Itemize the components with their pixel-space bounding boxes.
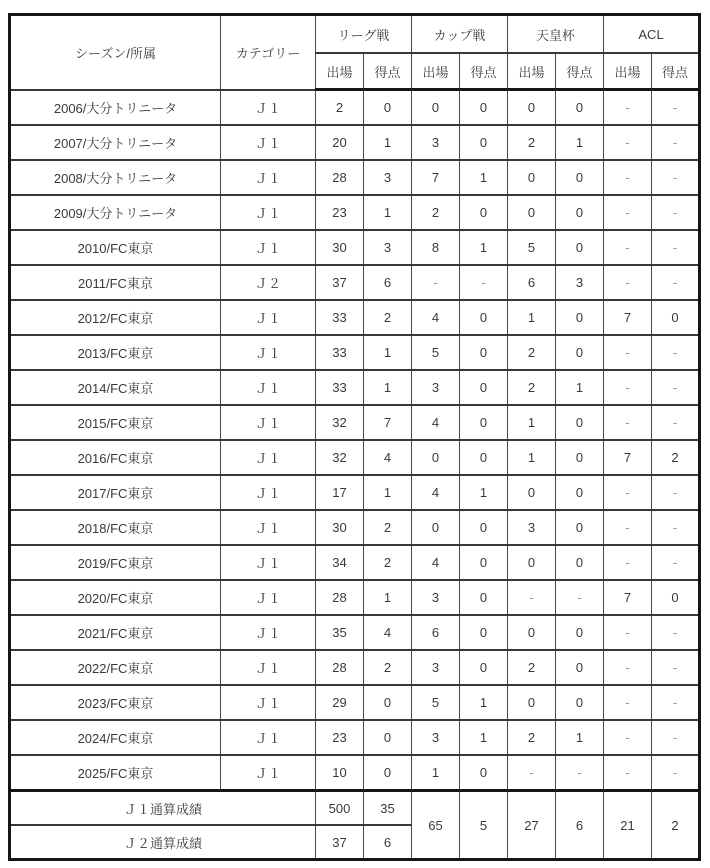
season-club-cell: 2019/FC東京 xyxy=(10,545,221,580)
stat-cell: 0 xyxy=(460,440,508,475)
stat-cell: 0 xyxy=(460,195,508,230)
stat-cell: 1 xyxy=(460,160,508,195)
stat-cell: 7 xyxy=(604,300,652,335)
stat-cell: 20 xyxy=(316,125,364,160)
stat-cell: 4 xyxy=(412,475,460,510)
stat-cell: 2 xyxy=(508,335,556,370)
stat-cell: 0 xyxy=(652,580,700,615)
season-club-cell: 2013/FC東京 xyxy=(10,335,221,370)
stat-cell: 2 xyxy=(508,650,556,685)
stat-cell: 0 xyxy=(508,90,556,126)
stat-cell: 0 xyxy=(556,440,604,475)
category-cell: Ｊ１ xyxy=(221,720,316,755)
stat-cell: 3 xyxy=(364,230,412,265)
stat-cell: 1 xyxy=(364,370,412,405)
stat-cell: 7 xyxy=(604,580,652,615)
stat-cell: 2 xyxy=(364,545,412,580)
season-club-cell: 2014/FC東京 xyxy=(10,370,221,405)
stat-cell: - xyxy=(652,335,700,370)
stat-cell: 32 xyxy=(316,405,364,440)
stat-cell: 3 xyxy=(508,510,556,545)
stat-cell: 33 xyxy=(316,300,364,335)
table-row xyxy=(10,125,700,160)
stat-cell: - xyxy=(604,125,652,160)
category-cell: Ｊ１ xyxy=(221,160,316,195)
stat-cell: 1 xyxy=(460,685,508,720)
stat-cell: 17 xyxy=(316,475,364,510)
totals-j2-league-goals: 6 xyxy=(364,825,412,860)
stat-cell: 2 xyxy=(508,720,556,755)
stat-cell: 6 xyxy=(364,265,412,300)
stat-cell: - xyxy=(652,755,700,791)
stat-cell: - xyxy=(460,265,508,300)
season-club-cell: 2011/FC東京 xyxy=(10,265,221,300)
stat-cell: - xyxy=(604,265,652,300)
career-stats-table xyxy=(8,13,701,861)
header-cup-goals: 得点 xyxy=(460,53,508,90)
category-cell: Ｊ１ xyxy=(221,405,316,440)
stat-cell: 0 xyxy=(556,615,604,650)
stat-cell: 1 xyxy=(460,230,508,265)
stat-cell: 35 xyxy=(316,615,364,650)
stat-cell: 1 xyxy=(508,405,556,440)
stat-cell: 0 xyxy=(556,650,604,685)
stat-cell: 0 xyxy=(652,300,700,335)
table-row xyxy=(10,265,700,300)
stat-cell: 1 xyxy=(364,125,412,160)
stat-cell: - xyxy=(652,475,700,510)
stat-cell: 0 xyxy=(460,545,508,580)
stat-cell: 0 xyxy=(556,300,604,335)
stat-cell: 1 xyxy=(364,580,412,615)
stat-cell: 0 xyxy=(508,160,556,195)
stat-cell: 2 xyxy=(364,510,412,545)
stat-cell: - xyxy=(652,405,700,440)
stat-cell: 0 xyxy=(364,90,412,126)
stat-cell: - xyxy=(556,755,604,791)
stat-cell: - xyxy=(604,755,652,791)
category-cell: Ｊ１ xyxy=(221,230,316,265)
stat-cell: 0 xyxy=(460,510,508,545)
stat-cell: - xyxy=(652,615,700,650)
category-cell: Ｊ１ xyxy=(221,580,316,615)
totals-emperor-apps: 27 xyxy=(508,791,556,860)
stat-cell: 0 xyxy=(460,650,508,685)
stat-cell: 3 xyxy=(412,580,460,615)
stat-cell: 0 xyxy=(556,160,604,195)
table-row xyxy=(10,580,700,615)
stat-cell: 23 xyxy=(316,195,364,230)
stat-cell: 2 xyxy=(412,195,460,230)
stat-cell: 3 xyxy=(412,650,460,685)
category-cell: Ｊ１ xyxy=(221,615,316,650)
stat-cell: - xyxy=(652,230,700,265)
stat-cell: 28 xyxy=(316,160,364,195)
stat-cell: 2 xyxy=(364,650,412,685)
stat-cell: 1 xyxy=(364,475,412,510)
category-cell: Ｊ１ xyxy=(221,90,316,126)
header-group-cup: カップ戦 xyxy=(412,15,508,54)
stat-cell: - xyxy=(604,650,652,685)
stat-cell: - xyxy=(652,90,700,126)
category-cell: Ｊ１ xyxy=(221,440,316,475)
stat-cell: 0 xyxy=(556,405,604,440)
season-club-cell: 2025/FC東京 xyxy=(10,755,221,791)
header-acl-goals: 得点 xyxy=(652,53,700,90)
stat-cell: 0 xyxy=(556,685,604,720)
stat-cell: 6 xyxy=(412,615,460,650)
stat-cell: 1 xyxy=(364,335,412,370)
stat-cell: 10 xyxy=(316,755,364,791)
category-cell: Ｊ１ xyxy=(221,685,316,720)
stat-cell: 1 xyxy=(556,370,604,405)
stat-cell: 4 xyxy=(412,300,460,335)
stat-cell: 1 xyxy=(460,475,508,510)
stat-cell: 0 xyxy=(556,545,604,580)
stat-cell: 0 xyxy=(556,195,604,230)
header-cup-apps: 出場 xyxy=(412,53,460,90)
stat-cell: 4 xyxy=(364,615,412,650)
category-cell: Ｊ１ xyxy=(221,755,316,791)
table-row xyxy=(10,230,700,265)
stat-cell: 33 xyxy=(316,370,364,405)
stat-cell: 1 xyxy=(460,720,508,755)
header-emperor-apps: 出場 xyxy=(508,53,556,90)
table-row xyxy=(10,510,700,545)
season-club-cell: 2007/大分トリニータ xyxy=(10,125,221,160)
category-cell: Ｊ１ xyxy=(221,510,316,545)
stat-cell: 0 xyxy=(508,545,556,580)
stat-cell: - xyxy=(604,685,652,720)
stat-cell: 0 xyxy=(556,335,604,370)
stat-cell: 23 xyxy=(316,720,364,755)
season-club-cell: 2022/FC東京 xyxy=(10,650,221,685)
header-league-goals: 得点 xyxy=(364,53,412,90)
stat-cell: 0 xyxy=(364,755,412,791)
stat-cell: - xyxy=(652,510,700,545)
season-club-cell: 2008/大分トリニータ xyxy=(10,160,221,195)
stat-cell: 33 xyxy=(316,335,364,370)
category-cell: Ｊ１ xyxy=(221,300,316,335)
table-row xyxy=(10,720,700,755)
stat-cell: 0 xyxy=(460,335,508,370)
season-club-cell: 2010/FC東京 xyxy=(10,230,221,265)
season-club-cell: 2021/FC東京 xyxy=(10,615,221,650)
stat-cell: 0 xyxy=(460,615,508,650)
stat-cell: 28 xyxy=(316,580,364,615)
stat-cell: - xyxy=(604,545,652,580)
totals-acl-goals: 2 xyxy=(652,791,700,860)
stat-cell: - xyxy=(556,580,604,615)
table-row xyxy=(10,405,700,440)
category-cell: Ｊ２ xyxy=(221,265,316,300)
stat-cell: 7 xyxy=(604,440,652,475)
stat-cell: 3 xyxy=(364,160,412,195)
stat-cell: - xyxy=(604,160,652,195)
stat-cell: 5 xyxy=(412,685,460,720)
table-row xyxy=(10,160,700,195)
table-row xyxy=(10,195,700,230)
stat-cell: - xyxy=(604,405,652,440)
stat-cell: 30 xyxy=(316,510,364,545)
header-acl-apps: 出場 xyxy=(604,53,652,90)
stat-cell: 0 xyxy=(508,475,556,510)
stat-cell: 0 xyxy=(460,755,508,791)
totals-j2-league-apps: 37 xyxy=(316,825,364,860)
stat-cell: - xyxy=(604,230,652,265)
category-cell: Ｊ１ xyxy=(221,545,316,580)
stat-cell: 8 xyxy=(412,230,460,265)
header-group-acl: ACL xyxy=(604,15,700,54)
table-body xyxy=(10,90,700,791)
stat-cell: - xyxy=(604,720,652,755)
stat-cell: 37 xyxy=(316,265,364,300)
stat-cell: 0 xyxy=(508,615,556,650)
stat-cell: 0 xyxy=(412,90,460,126)
stat-cell: 0 xyxy=(556,230,604,265)
header-season-club: シーズン/所属 xyxy=(10,15,221,90)
totals-emperor-goals: 6 xyxy=(556,791,604,860)
stat-cell: 2 xyxy=(508,125,556,160)
category-cell: Ｊ１ xyxy=(221,475,316,510)
stat-cell: 0 xyxy=(364,685,412,720)
table-row xyxy=(10,90,700,126)
table-row xyxy=(10,650,700,685)
stat-cell: 2 xyxy=(508,370,556,405)
stat-cell: 0 xyxy=(460,300,508,335)
stat-cell: 1 xyxy=(556,125,604,160)
stat-cell: - xyxy=(604,370,652,405)
table-row xyxy=(10,440,700,475)
stat-cell: - xyxy=(652,545,700,580)
stat-cell: - xyxy=(604,335,652,370)
season-club-cell: 2018/FC東京 xyxy=(10,510,221,545)
stat-cell: - xyxy=(652,160,700,195)
header-group-league: リーグ戦 xyxy=(316,15,412,54)
category-cell: Ｊ１ xyxy=(221,195,316,230)
header-category: カテゴリー xyxy=(221,15,316,90)
stat-cell: 0 xyxy=(556,510,604,545)
totals-cup-goals: 5 xyxy=(460,791,508,860)
stat-cell: 30 xyxy=(316,230,364,265)
totals-section xyxy=(10,791,700,860)
table-row xyxy=(10,370,700,405)
table-header xyxy=(10,15,700,90)
stat-cell: - xyxy=(412,265,460,300)
stat-cell: 0 xyxy=(556,475,604,510)
stat-cell: 1 xyxy=(412,755,460,791)
stat-cell: 0 xyxy=(460,370,508,405)
season-club-cell: 2015/FC東京 xyxy=(10,405,221,440)
stat-cell: 2 xyxy=(364,300,412,335)
totals-label-j2: Ｊ２通算成績 xyxy=(10,825,316,860)
category-cell: Ｊ１ xyxy=(221,125,316,160)
stat-cell: - xyxy=(508,755,556,791)
table-row xyxy=(10,335,700,370)
stat-cell: - xyxy=(652,650,700,685)
stat-cell: 34 xyxy=(316,545,364,580)
season-club-cell: 2016/FC東京 xyxy=(10,440,221,475)
stat-cell: 0 xyxy=(364,720,412,755)
stat-cell: 0 xyxy=(460,405,508,440)
stat-cell: 4 xyxy=(412,545,460,580)
stat-cell: 0 xyxy=(412,510,460,545)
totals-label-j1: Ｊ１通算成績 xyxy=(10,791,316,826)
stat-cell: 29 xyxy=(316,685,364,720)
stat-cell: - xyxy=(604,195,652,230)
stat-cell: 3 xyxy=(412,720,460,755)
season-club-cell: 2012/FC東京 xyxy=(10,300,221,335)
stat-cell: - xyxy=(604,475,652,510)
stat-cell: 2 xyxy=(316,90,364,126)
header-league-apps: 出場 xyxy=(316,53,364,90)
season-club-cell: 2023/FC東京 xyxy=(10,685,221,720)
totals-j1-league-apps: 500 xyxy=(316,791,364,826)
table-row xyxy=(10,475,700,510)
stat-cell: 0 xyxy=(460,90,508,126)
stat-cell: 1 xyxy=(508,300,556,335)
stat-cell: 3 xyxy=(412,370,460,405)
stat-cell: 0 xyxy=(508,195,556,230)
category-cell: Ｊ１ xyxy=(221,650,316,685)
stat-cell: - xyxy=(652,125,700,160)
stat-cell: - xyxy=(652,370,700,405)
table-row xyxy=(10,755,700,791)
totals-row-j1 xyxy=(10,791,700,826)
stat-cell: 7 xyxy=(364,405,412,440)
stat-cell: - xyxy=(604,90,652,126)
stat-cell: 32 xyxy=(316,440,364,475)
stat-cell: 7 xyxy=(412,160,460,195)
category-cell: Ｊ１ xyxy=(221,370,316,405)
stat-cell: - xyxy=(652,195,700,230)
header-group-emperor-cup: 天皇杯 xyxy=(508,15,604,54)
stat-cell: - xyxy=(604,510,652,545)
stat-cell: 2 xyxy=(652,440,700,475)
header-emperor-goals: 得点 xyxy=(556,53,604,90)
stat-cell: 0 xyxy=(556,90,604,126)
table-row xyxy=(10,685,700,720)
stat-cell: 5 xyxy=(412,335,460,370)
header-group-row xyxy=(10,15,700,54)
season-club-cell: 2006/大分トリニータ xyxy=(10,90,221,126)
totals-acl-apps: 21 xyxy=(604,791,652,860)
stat-cell: 1 xyxy=(556,720,604,755)
category-cell: Ｊ１ xyxy=(221,335,316,370)
stat-cell: 6 xyxy=(508,265,556,300)
season-club-cell: 2020/FC東京 xyxy=(10,580,221,615)
totals-cup-apps: 65 xyxy=(412,791,460,860)
season-club-cell: 2017/FC東京 xyxy=(10,475,221,510)
stat-cell: 3 xyxy=(412,125,460,160)
table-row xyxy=(10,615,700,650)
stat-cell: 5 xyxy=(508,230,556,265)
table-row xyxy=(10,545,700,580)
stat-cell: - xyxy=(652,265,700,300)
stat-cell: - xyxy=(652,720,700,755)
stat-cell: 3 xyxy=(556,265,604,300)
stat-cell: 4 xyxy=(412,405,460,440)
stat-cell: 1 xyxy=(508,440,556,475)
stat-cell: 0 xyxy=(412,440,460,475)
stat-cell: - xyxy=(652,685,700,720)
season-club-cell: 2024/FC東京 xyxy=(10,720,221,755)
stat-cell: 0 xyxy=(460,125,508,160)
stat-cell: - xyxy=(508,580,556,615)
stat-cell: 1 xyxy=(364,195,412,230)
stat-cell: 28 xyxy=(316,650,364,685)
season-club-cell: 2009/大分トリニータ xyxy=(10,195,221,230)
stat-cell: - xyxy=(604,615,652,650)
stat-cell: 4 xyxy=(364,440,412,475)
stat-cell: 0 xyxy=(460,580,508,615)
table-row xyxy=(10,300,700,335)
totals-j1-league-goals: 35 xyxy=(364,791,412,826)
stat-cell: 0 xyxy=(508,685,556,720)
